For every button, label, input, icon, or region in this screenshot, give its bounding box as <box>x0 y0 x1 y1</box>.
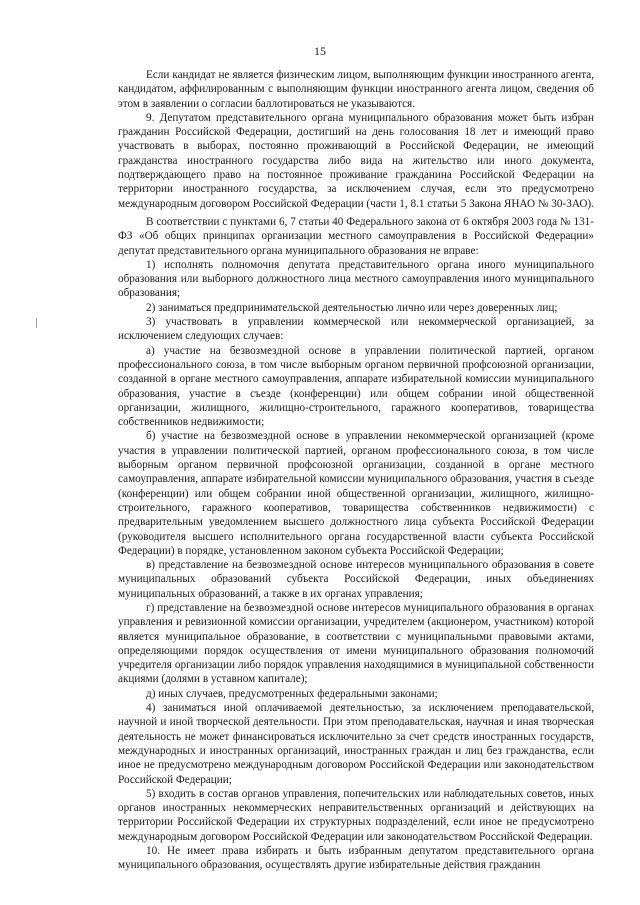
paragraph-item-1: 1) исполнять полномочия депутата представительного органа иного муниципального образования или выборного должностного лица местного самоуправления иного муниципального образования; <box>118 258 594 300</box>
page-number: 15 <box>314 44 326 58</box>
paragraph-item-3d: д) иных случаев, предусмотренных федеральными законами; <box>146 687 438 700</box>
paragraph-item-3g: г) представление на безвозмездной основе интересов муниципального образования в органах управления и ревизионной комиссии организации, учредителем (акционером, участником) которой является муниципальное образование, в соответствии с муниципальными правовыми актами, определяющими порядок осуществления от имени муниципального образования полномочий учредителя организации либо порядок управления находящимися в муниципальной собственности акциями (долями в уставном капитале); <box>118 601 594 686</box>
paragraph-item-4: 4) заниматься иной оплачиваемой деятельностью, за исключением преподавательской, научной и иной творческой деятельности. При этом преподавательская, научная и иная творческая деятельность не может финансироваться исключительно за счет средств иностранных государств, международных и иностранных организаций, иностранных граждан и лиц без гражданства, если иное не предусмотрено международным договором Российской Федерации или законодательством Российской Федерации; <box>118 702 594 786</box>
paragraph-foreign-agent-note: Если кандидат не является физическим лицом, выполняющим функции иностранного агента, кандидатом, аффилированным с выполняющим функции иностранного агента лицом, сведения об этом в заявлении о согласии баллотироваться не указываются. <box>118 69 594 110</box>
document-body <box>118 68 594 873</box>
paragraph-item-2: 2) заниматься предпринимательской деятельностью лично или через доверенных лиц; <box>146 301 558 314</box>
paragraph-9-eligibility: 9. Депутатом представительного органа муниципального образования может быть избран гражданин Российской Федерации, достигший на день голосования 18 лет и имеющий право участвовать в выборах, постоянно проживающий в Российской Федерации, не имеющий гражданства иностранного государства либо вида на жительство или иного документа, подтверждающего право на постоянное проживание гражданина Российской Федерации на территории иностранного государства, за исключением случая, если это предусмотрено международным договором Российской Федерации (части 1, 8.1 статьи 5 Закона ЯНАО № 30-ЗАО). <box>118 111 594 210</box>
paragraph-restrictions-intro: В соответствии с пунктами 6, 7 статьи 40 Федерального закона от 6 октября 2003 года № 131-ФЗ «Об общих принципах организации местного самоуправления в Российской Федерации» депутат представительного органа муниципального образования не вправе: <box>118 215 594 257</box>
paragraph-10-restriction: 10. Не имеет права избирать и быть избранным депутатом представительного органа муниципального образования, осуществлять другие избирательные действия гражданин <box>118 845 594 872</box>
margin-mark <box>36 318 37 328</box>
paragraph-item-3v: в) представление на безвозмездной основе интересов муниципального образования в совете муниципальных образований субъекта Российской Федерации, иных объединениях муниципальных образований, а также в их органах управления; <box>118 559 594 600</box>
paragraph-item-3a: а) участие на безвозмездной основе в управлении политической партией, органом профессионального союза, в том числе выборным органом первичной профсоюзной организации, созданной в органе местного самоуправления, аппарате избирательной комиссии муниципального образования, участие в съезде (конференции) или общем собрании иной общественной организации, жилищного, жилищно-строительного, гаражного кооперативов, товарищества собственников недвижимости; <box>118 344 594 429</box>
paragraph-item-5: 5) входить в состав органов управления, попечительских или наблюдательных советов, иных органов иностранных некоммерческих неправительственных организаций и действующих на территории Российской Федерации их структурных подразделений, если иное не предусмотрено международным договором Российской Федерации или законодательством Российской Федерации. <box>118 787 594 843</box>
paragraph-item-3b: б) участие на безвозмездной основе в управлении некоммерческой организацией (кроме участия в управлении политической партией, органом профессионального союза, в том числе выборным органом первичной профсоюзной организации, созданной в органе местного самоуправления, аппарате избирательной комиссии муниципального образования, участия в съезде (конференции) или общем собрании иной общественной организации, жилищного, жилищно-строительного, гаражного кооперативов, товарищества собственников недвижимости) с предварительным уведомлением высшего должностного лица субъекта Российской Федерации (руководителя высшего исполнительного органа государственной власти субъекта Российской Федерации) в порядке, установленном законом субъекта Российской Федерации; <box>118 430 594 557</box>
paragraph-item-3: 3) участвовать в управлении коммерческой или некоммерческой организацией, за исключением следующих случаев: <box>118 316 594 343</box>
